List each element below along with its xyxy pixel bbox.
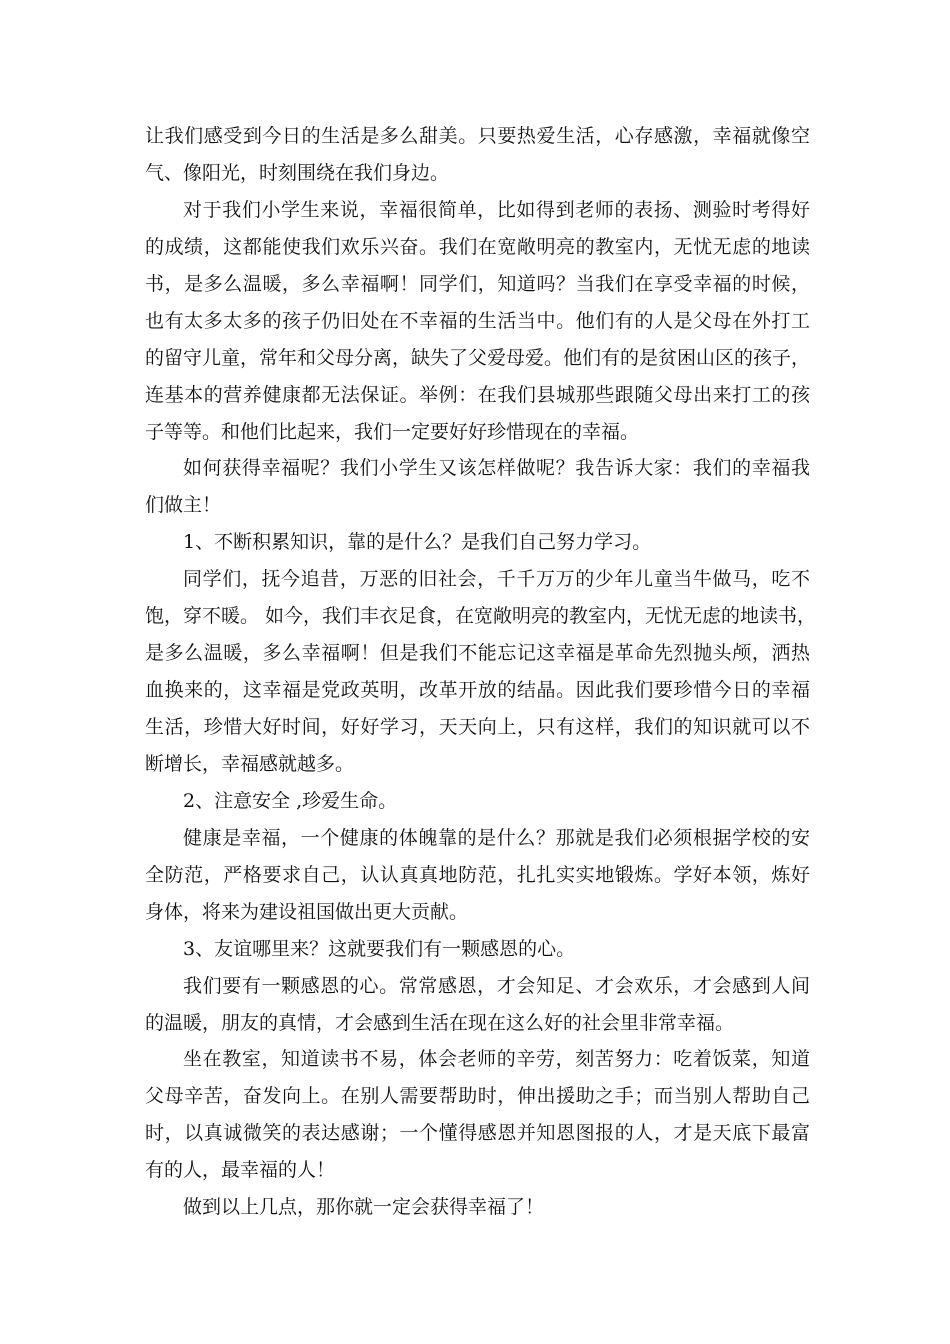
text-line: 健康是幸福，一个健康的体魄靠的是什么？那就是我们必须根据学校的安: [183, 826, 810, 849]
text-line: 有的人，最幸福的人！: [145, 1159, 336, 1182]
text-line: 饱，穿不暖。 如今，我们丰衣足食，在宽敞明亮的教室内，无忧无虑的地读书，: [145, 605, 817, 628]
text-line: 2、注意安全 ,珍爱生命。: [183, 789, 398, 812]
text-line: 也有太多太多的孩子仍旧处在不幸福的生活当中。他们有的人是父母在外打工: [145, 309, 810, 332]
text-line: 断增长，幸福感就越多。: [145, 752, 355, 775]
text-line: 身体，将来为建设祖国做出更大贡献。: [145, 900, 469, 923]
text-line: 让我们感受到今日的生活是多么甜美。只要热爱生活，心存感激，幸福就像空: [145, 125, 810, 147]
text-line: 同学们，抚今追昔，万恶的旧社会，千千万万的少年儿童当牛做马，吃不: [183, 568, 810, 591]
text-line: 时，以真诚微笑的表达感谢；一个懂得感恩并知恩图报的人，才是天底下最富: [145, 1122, 810, 1145]
text-line: 1、不断积累知识，靠的是什么？是我们自己努力学习。: [183, 531, 652, 554]
text-line: 连基本的营养健康都无法保证。举例：在我们县城那些跟随父母出来打工的孩: [145, 383, 810, 406]
text-line: 气、像阳光，时刻围绕在我们身边。: [145, 161, 450, 184]
text-line: 我们要有一颗感恩的心。常常感恩，才会知足、才会欢乐，才会感到人间: [183, 974, 810, 997]
text-line: 血换来的，这幸福是党政英明，改革开放的结晶。因此我们要珍惜今日的幸福: [145, 679, 810, 702]
text-line: 的留守儿童，常年和父母分离，缺失了父爱母爱。他们有的是贫困山区的孩子，: [145, 346, 811, 369]
document-body: [145, 118, 817, 1226]
text-line: 是多么温暖，多么幸福啊！但是我们不能忘记这幸福是革命先烈抛头颅，洒热: [145, 642, 810, 665]
text-line: 父母辛苦，奋发向上。在别人需要帮助时，伸出援助之手；而当别人帮助自己: [145, 1085, 810, 1108]
text-line: 如何获得幸福呢？我们小学生又该怎样做呢？我告诉大家：我们的幸福我: [183, 457, 810, 480]
text-line: 做到以上几点，那你就一定会获得幸福了！: [183, 1196, 545, 1219]
text-line: 的成绩，这都能使我们欢乐兴奋。我们在宽敞明亮的教室内，无忧无虑的地读: [145, 235, 810, 258]
text-line: 全防范，严格要求自己，认认真真地防范，扎扎实实地锻炼。学好本领，炼好: [145, 863, 810, 886]
text-line: 生活，珍惜大好时间，好好学习，天天向上，只有这样，我们的知识就可以不: [145, 716, 810, 738]
text-line: 3、友谊哪里来？这就要我们有一颗感恩的心。: [183, 937, 576, 960]
text-line: 的温暖，朋友的真情，才会感到生活在现在这么好的社会里非常幸福。: [145, 1011, 735, 1034]
text-line: 们做主！: [145, 494, 222, 517]
text-line: 对于我们小学生来说，幸福很简单，比如得到老师的表扬、测验时考得好: [183, 198, 810, 221]
text-line: 子等等。和他们比起来，我们一定要好好珍惜现在的幸福。: [145, 420, 640, 443]
text-line: 书，是多么温暖，多么幸福啊！同学们，知道吗？当我们在享受幸福的时候，: [145, 272, 810, 295]
text-line: 坐在教室，知道读书不易，体会老师的辛劳，刻苦努力：吃着饭菜，知道: [183, 1048, 810, 1071]
